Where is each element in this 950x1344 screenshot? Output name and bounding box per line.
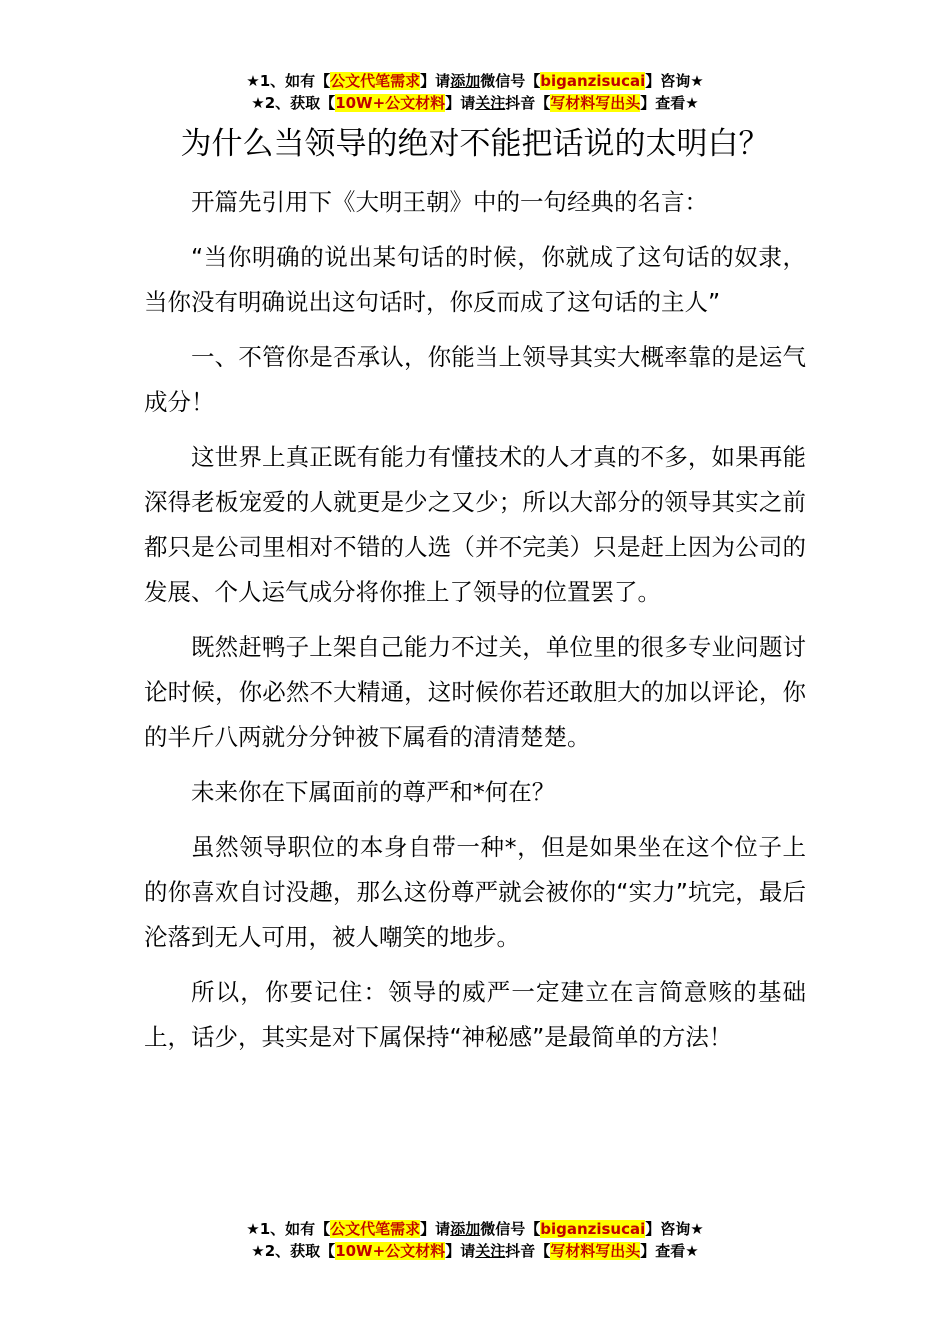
- highlight-service: 公文代笔需求: [330, 1220, 421, 1238]
- highlight-materials: 10W+公文材料: [335, 1242, 446, 1260]
- highlight-douyin: 写材料写出头: [550, 1242, 641, 1260]
- banner-text: ★1、如有【: [246, 1220, 331, 1238]
- paragraph: 所以，你要记住：领导的威严一定建立在言简意赅的基础上，话少，其实是对下属保持“神秘感”是最简单的方法！: [144, 978, 806, 1051]
- paragraph: 开篇先引用下《大明王朝》中的一句经典的名言：: [191, 188, 708, 216]
- banner-text: 抖音【: [505, 1242, 551, 1260]
- banner-text: ★1、如有【: [246, 72, 331, 90]
- paragraph: 虽然领导职位的本身自带一种*，但是如果坐在这个位子上的你喜欢自讨没趣，那么这份尊严就会被你的“实力”坑完，最后沦落到无人可用，被人嘲笑的地步。: [144, 833, 806, 951]
- document-title: 为什么当领导的绝对不能把话说的太明白？: [180, 126, 770, 162]
- banner-text: ★2、获取【: [251, 1242, 336, 1260]
- banner-text: 】请: [420, 1220, 451, 1238]
- underlined-text: 添加: [450, 1220, 481, 1238]
- banner-text: 】咨询★: [645, 72, 704, 90]
- highlight-service: 公文代笔需求: [330, 72, 421, 90]
- banner-text: 微信号【: [480, 1220, 541, 1238]
- banner-line-2: [0, 92, 950, 114]
- banner-text: ★2、获取【: [251, 94, 336, 112]
- highlight-materials: 10W+公文材料: [335, 94, 446, 112]
- paragraph: 既然赶鸭子上架自己能力不过关，单位里的很多专业问题讨论时候，你必然不大精通，这时候你若还敢胆大的加以评论，你的半斤八两就分分钟被下属看的清清楚楚。: [144, 633, 806, 751]
- banner-text: 微信号【: [480, 72, 541, 90]
- underlined-text: 关注: [475, 1242, 506, 1260]
- banner-line-1: [0, 70, 950, 92]
- banner-text: 】请: [445, 1242, 476, 1260]
- banner-text: 】查看★: [640, 1242, 699, 1260]
- footer-banner: [0, 1218, 950, 1262]
- banner-text: 】请: [445, 94, 476, 112]
- highlight-wechat-id: biganzisucai: [540, 72, 646, 90]
- banner-text: 】咨询★: [645, 1220, 704, 1238]
- banner-line-1: [0, 1218, 950, 1240]
- banner-text: 】请: [420, 72, 451, 90]
- underlined-text: 添加: [450, 72, 481, 90]
- paragraph: “当你明确的说出某句话的时候，你就成了这句话的奴隶，当你没有明确说出这句话时，你反而成了这句话的主人”: [144, 243, 806, 316]
- paragraph: 这世界上真正既有能力有懂技术的人才真的不多，如果再能深得老板宠爱的人就更是少之又少；所以大部分的领导其实之前都只是公司里相对不错的人选（并不完美）只是赶上因为公司的发展、个人运气成分将你推上了领导的位置罢了。: [144, 443, 806, 606]
- header-banner: [0, 70, 950, 114]
- paragraph: 一、不管你是否承认，你能当上领导其实大概率靠的是运气成分！: [144, 343, 806, 416]
- banner-text: 抖音【: [505, 94, 551, 112]
- banner-text: 】查看★: [640, 94, 699, 112]
- underlined-text: 关注: [475, 94, 506, 112]
- highlight-wechat-id: biganzisucai: [540, 1220, 646, 1238]
- document-body: [144, 180, 806, 1070]
- banner-line-2: [0, 1240, 950, 1262]
- highlight-douyin: 写材料写出头: [550, 94, 641, 112]
- paragraph: 未来你在下属面前的尊严和*何在？: [191, 778, 556, 806]
